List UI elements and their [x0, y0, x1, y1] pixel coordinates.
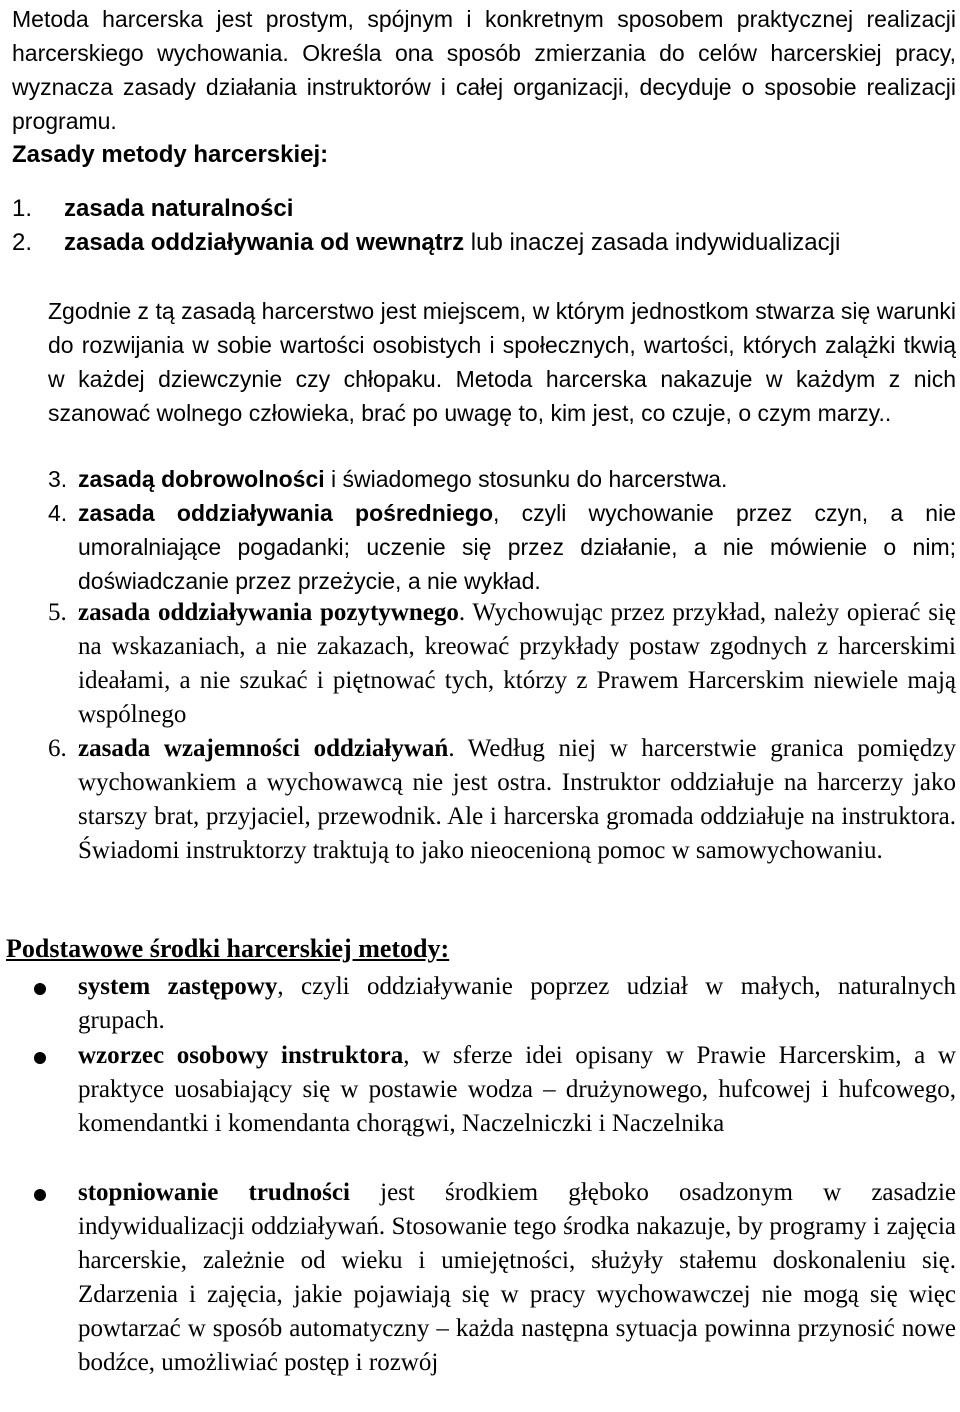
principle-number: 6.: [48, 735, 67, 762]
means-text: , w sferze idei opisany w Prawie Harcerskim, a w praktyce uosabiający się w postawie wodza – drużynowego, hufcowej i hufcowego, komendantki i komendanta chorągwi, Naczelniczki i Naczelnika: [78, 1042, 956, 1137]
intro-block: [12, 2, 956, 172]
principle-title: zasada oddziaływania pośredniego: [78, 500, 494, 526]
principle-number: 3.: [48, 466, 68, 492]
principle-number: 4.: [48, 500, 68, 526]
principle-text: , czyli wychowanie przez czyn, a nie umoralniające pogadanki; uczenie się przez działanie, a nie mówienie o nim; doświadczanie przez przeżycie, a nie wykład.: [78, 500, 956, 594]
principle-text: i świadomego stosunku do harcerstwa.: [324, 466, 728, 492]
bullet-icon: [34, 1189, 46, 1201]
principle-number: 5.: [48, 599, 67, 626]
principle-text: lub inaczej zasada indywidualizacji: [464, 229, 841, 256]
principle-text: . Wychowując przez przykład, należy opierać się na wskazaniach, a nie zakazach, kreować przykłady postaw zgodnych z harcerskimi ideałami, a nie szukać i piętnować tych, którzy z Prawem Harcerskim niewiele mają wspólnego: [78, 599, 956, 728]
principle-number: 2.: [12, 229, 33, 256]
bullet-icon: [34, 983, 46, 995]
principle-title: zasada oddziaływania od wewnątrz: [64, 229, 465, 256]
intro-paragraph: Metoda harcerska jest prostym, spójnym i konkretnym sposobem praktycznej realizacji harcerskiego wychowania. Określa ona sposób zmierzania do celów harcerskiej pracy, wyznacza zasady działania instruktorów i całej organizacji, decyduje o sposobie realizacji programu.: [12, 6, 956, 134]
section-title: Podstawowe środki harcerskiej metody:: [6, 934, 450, 963]
means-text: , czyli oddziaływanie poprzez udział w małych, naturalnych grupach.: [78, 973, 956, 1034]
principle-title: zasada oddziaływania pozytywnego: [78, 599, 459, 626]
principle-2-explanation: Zgodnie z tą zasadą harcerstwo jest miejscem, w którym jednostkom stwarza się warunki do rozwijania w sobie wartości osobistych i społecznych, wartości, których zalążki tkwią w każdej dziewczynie czy chłopaku. Metoda harcerska nakazuje w każdym z nich szanować wolnego człowieka, brać po uwagę to, kim jest, co czuje, o czym marzy..: [48, 298, 956, 426]
principle-title: zasadą dobrowolności: [78, 466, 325, 492]
means-title: wzorzec osobowy instruktora: [78, 1042, 404, 1069]
principle-title: zasada naturalności: [64, 195, 294, 222]
means-text: jest środkiem głęboko osadzonym w zasadzie indywidualizacji oddziaływań. Stosowanie tego środka nakazuje, by programy i zajęcia harcerskie, zależnie od wieku i umiejętności, służyły stałemu doskonaleniu się. Zdarzenia i zajęcia, jakie pojawiają się w pracy wychowawczej nie mogą się więc powtarzać w sposób automatyczny – każda następna sytuacja powinna przynosić nowe bodźce, umożliwiać postęp i rozwój: [78, 1179, 956, 1376]
means-title: stopniowanie trudności: [78, 1179, 350, 1206]
bullet-icon: [34, 1052, 46, 1064]
principle-title: zasada wzajemności oddziaływań: [78, 735, 449, 762]
means-title: system zastępowy: [78, 973, 278, 1000]
principles-heading: Zasady metody harcerskiej:: [12, 141, 329, 168]
principle-text: . Według niej w harcerstwie granica pomiędzy wychowankiem a wychowawcą nie jest ostra. Instruktor oddziałuje na harcerzy jako starszy brat, przyjaciel, przewodnik. Ale i harcerska gromada oddziałuje na instruktora. Świadomi instruktorzy traktują to jako nieocenioną pomoc w samowychowaniu.: [78, 735, 956, 864]
principle-number: 1.: [12, 195, 33, 222]
